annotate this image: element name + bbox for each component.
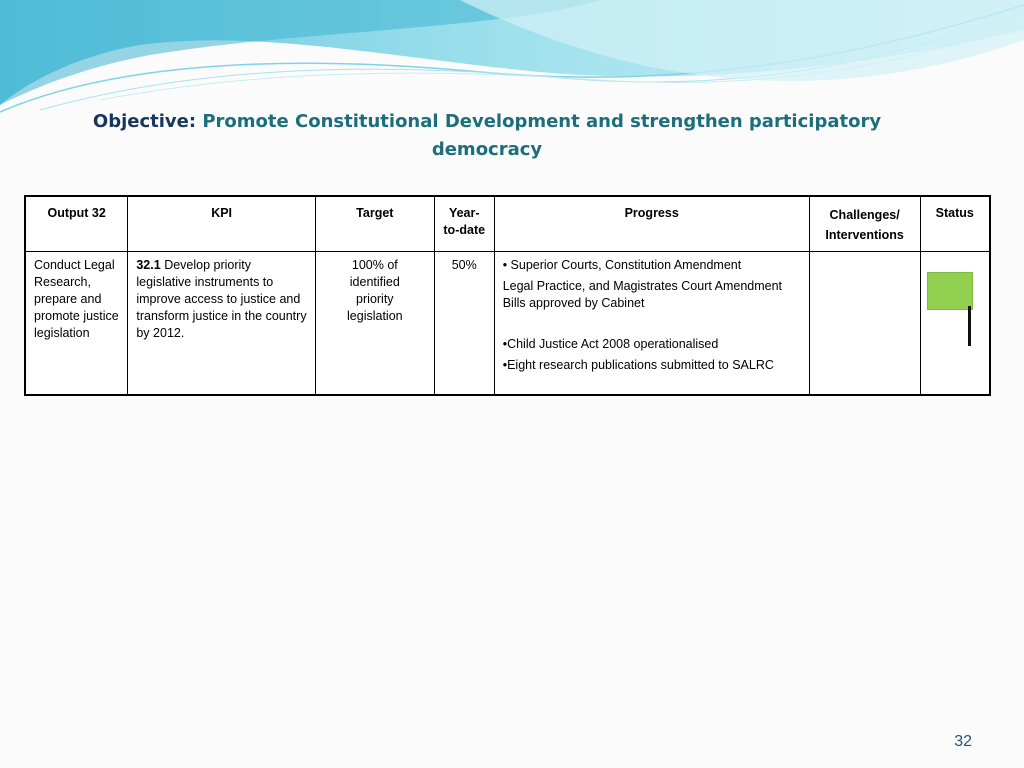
header-challenges: Challenges/ Interventions (809, 196, 920, 252)
slide-title (60, 108, 914, 164)
table-row (25, 252, 990, 395)
page-number: 32 (954, 733, 972, 750)
table-header-row (25, 196, 990, 252)
flag-cloth (927, 272, 973, 310)
flag-pole (968, 306, 971, 346)
cell-output: Conduct Legal Research, prepare and promote justice legislation (25, 252, 128, 395)
cell-target: 100% of identified priority legislation (315, 252, 434, 395)
cell-status (920, 252, 990, 395)
cell-kpi (128, 252, 316, 395)
progress-item: •Eight research publications submitted to SALRC (502, 358, 774, 372)
cell-year-to-date: 50% (434, 252, 494, 395)
green-flag-icon (927, 272, 973, 346)
header-kpi: KPI (128, 196, 316, 252)
header-target: Target (315, 196, 434, 252)
header-output: Output 32 (25, 196, 128, 252)
title-objective-text: Promote Constitutional Development and strengthen participatory democracy (202, 111, 882, 160)
cell-progress (494, 252, 809, 395)
header-progress: Progress (494, 196, 809, 252)
kpi-table (24, 195, 991, 396)
header-year-to-date: Year-to-date (434, 196, 494, 252)
progress-item: Legal Practice, and Magistrates Court Amendment Bills approved by Cabinet (502, 279, 783, 310)
header-status: Status (920, 196, 990, 252)
cell-challenges (809, 252, 920, 395)
kpi-number: 32.1 (136, 258, 161, 272)
progress-item: • Superior Courts, Constitution Amendment (502, 258, 742, 272)
kpi-description: Develop priority legislative instruments to improve access to justice and transform justice in the country by 2012. (136, 258, 307, 340)
progress-item: •Child Justice Act 2008 operationalised (502, 337, 719, 351)
title-label: Objective: (92, 111, 197, 132)
header-wave-decoration (0, 0, 1024, 120)
